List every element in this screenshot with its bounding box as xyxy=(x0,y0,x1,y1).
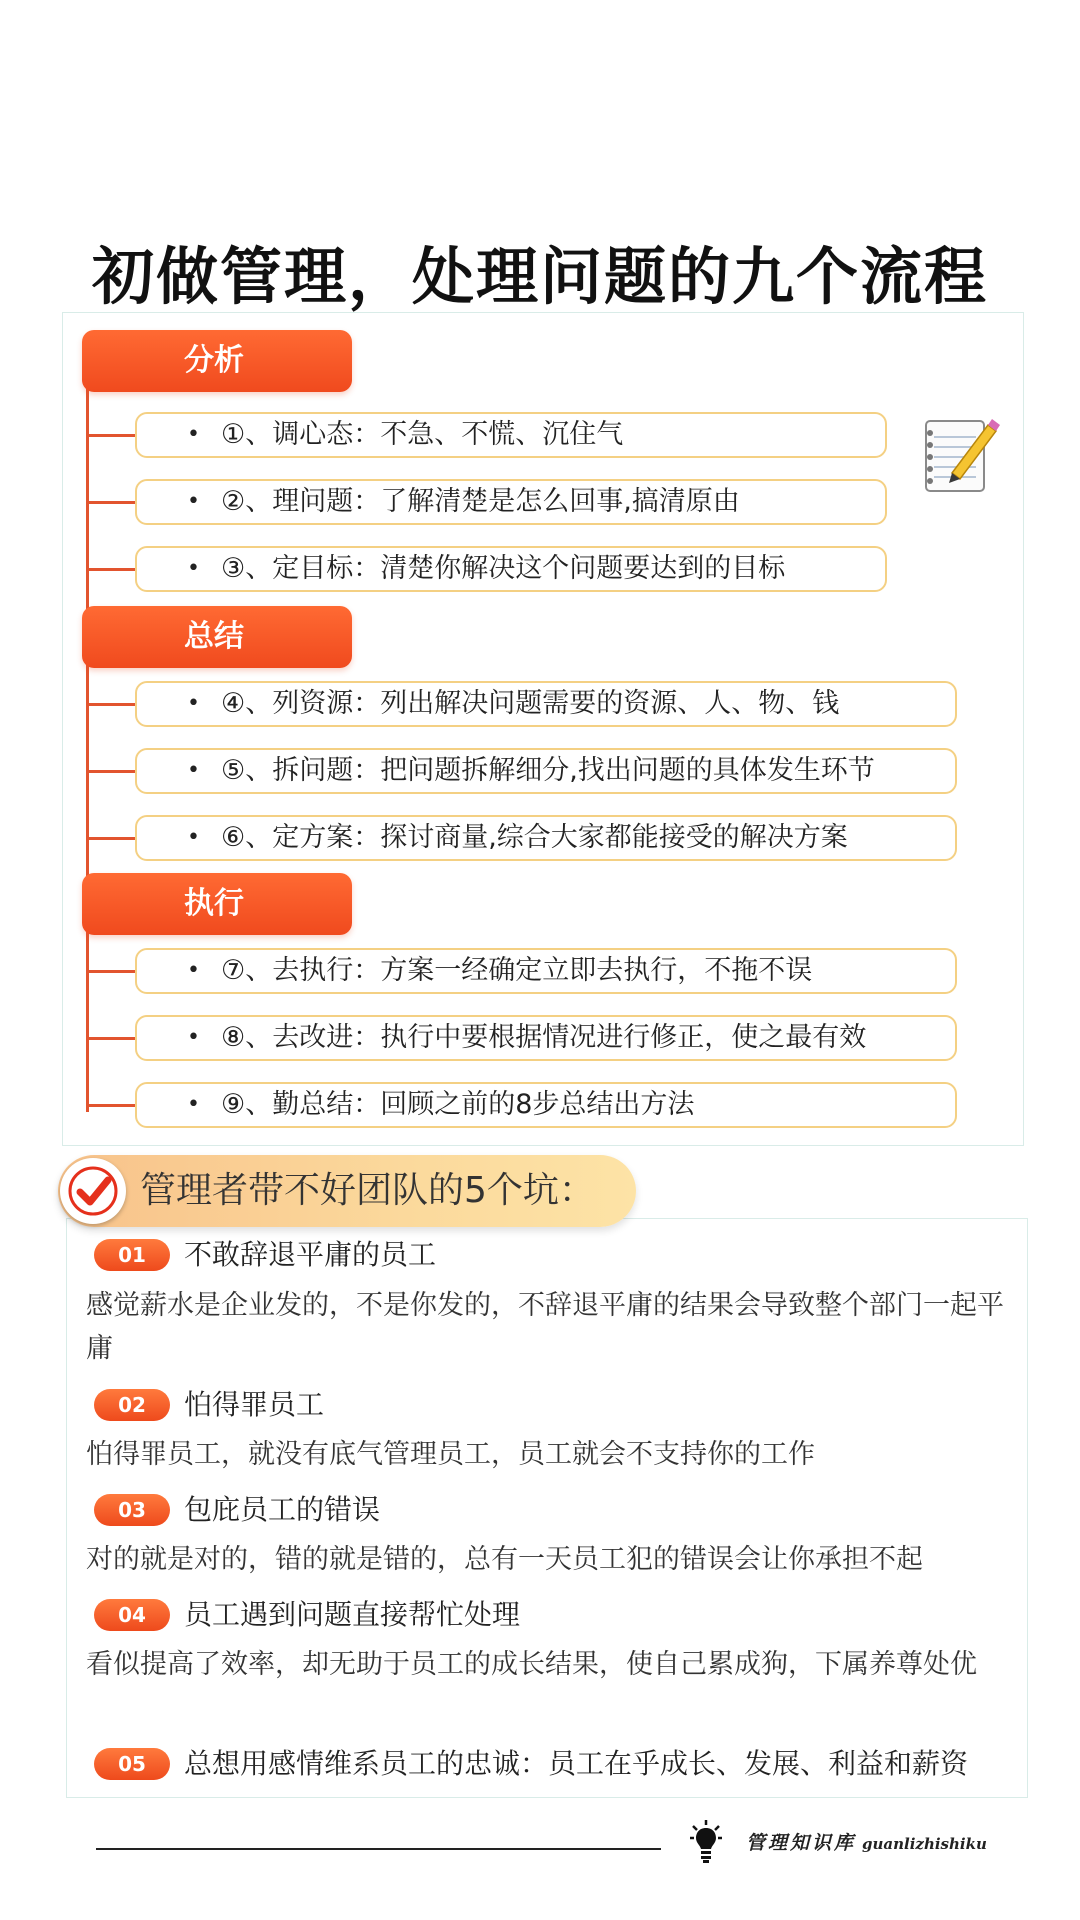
step-text: ⑧、去改进：执行中要根据情况进行修正，使之最有效 xyxy=(221,1022,867,1053)
step-item xyxy=(135,412,887,458)
lightbulb-icon xyxy=(690,1820,722,1864)
bullet: • xyxy=(187,691,200,716)
pit-title: 怕得罪员工 xyxy=(184,1388,325,1421)
connector xyxy=(88,434,136,437)
bullet: • xyxy=(187,556,200,581)
step-item xyxy=(135,748,957,794)
connector xyxy=(88,837,136,840)
stage-analysis xyxy=(82,330,352,392)
page-title: 初做管理，处理问题的九个流程 xyxy=(91,240,988,313)
number-badge: 03 xyxy=(94,1494,170,1526)
bullet: • xyxy=(187,1092,200,1117)
number-badge: 04 xyxy=(94,1599,170,1631)
connector xyxy=(88,770,136,773)
step-text: ④、列资源：列出解决问题需要的资源、人、物、钱 xyxy=(221,688,840,719)
number-badge: 05 xyxy=(94,1748,170,1780)
flow-spine-line xyxy=(86,380,89,1112)
step-item xyxy=(135,815,957,861)
step-item xyxy=(135,681,957,727)
pit-title: 总想用感情维系员工的忠诚：员工在乎成长、发展、利益和薪资 xyxy=(184,1747,969,1780)
step-text: ⑤、拆问题：把问题拆解细分,找出问题的具体发生环节 xyxy=(221,755,875,786)
pit-title: 包庇员工的错误 xyxy=(184,1493,381,1526)
pit-description: 感觉薪水是企业发的，不是你发的，不辞退平庸的结果会导致整个部门一起平庸 xyxy=(86,1290,1004,1364)
step-item xyxy=(135,546,887,592)
bullet: • xyxy=(187,422,200,447)
stage-summary xyxy=(82,606,352,668)
step-text: ⑨、勤总结：回顾之前的8步总结出方法 xyxy=(221,1089,695,1120)
stage-label: 总结 xyxy=(184,619,244,654)
step-text: ⑦、去执行：方案一经确定立即去执行，不拖不误 xyxy=(221,955,813,986)
pit-description: 怕得罪员工，就没有底气管理员工，员工就会不支持你的工作 xyxy=(86,1439,815,1470)
step-text: ②、理问题：了解清楚是怎么回事,搞清原由 xyxy=(221,486,740,517)
brand-cn: 管理知识库 xyxy=(746,1832,857,1854)
bullet: • xyxy=(187,825,200,850)
connector xyxy=(88,568,136,571)
bullet: • xyxy=(187,758,200,783)
bullet: • xyxy=(187,489,200,514)
footer-divider xyxy=(96,1848,661,1850)
connector xyxy=(88,1037,136,1040)
notepad-pencil-icon xyxy=(922,415,1000,495)
checkmark-icon xyxy=(60,1158,126,1224)
step-item xyxy=(135,1082,957,1128)
step-text: ③、定目标：清楚你解决这个问题要达到的目标 xyxy=(221,553,786,584)
step-item xyxy=(135,948,957,994)
connector xyxy=(88,703,136,706)
step-text: ⑥、定方案：探讨商量,综合大家都能接受的解决方案 xyxy=(221,822,848,853)
connector xyxy=(88,1104,136,1107)
connector xyxy=(88,970,136,973)
bullet: • xyxy=(187,958,200,983)
pit-description: 看似提高了效率，却无助于员工的成长结果，使自己累成狗，下属养尊处优 xyxy=(86,1649,977,1680)
stage-label: 分析 xyxy=(184,343,244,378)
connector xyxy=(88,501,136,504)
pits-heading: 管理者带不好团队的5个坑： xyxy=(140,1170,595,1211)
step-item xyxy=(135,479,887,525)
stage-label: 执行 xyxy=(184,886,244,921)
brand-en: guanlizhishiku xyxy=(862,1835,987,1853)
pit-title: 不敢辞退平庸的员工 xyxy=(184,1238,437,1271)
footer-brand xyxy=(746,1828,987,1855)
step-text: ①、调心态：不急、不慌、沉住气 xyxy=(221,419,624,450)
step-item xyxy=(135,1015,957,1061)
stage-execution xyxy=(82,873,352,935)
pit-title: 员工遇到问题直接帮忙处理 xyxy=(184,1598,521,1631)
pit-description: 对的就是对的，错的就是错的，总有一天员工犯的错误会让你承担不起 xyxy=(86,1544,923,1575)
number-badge: 02 xyxy=(94,1389,170,1421)
number-badge: 01 xyxy=(94,1239,170,1271)
bullet: • xyxy=(187,1025,200,1050)
